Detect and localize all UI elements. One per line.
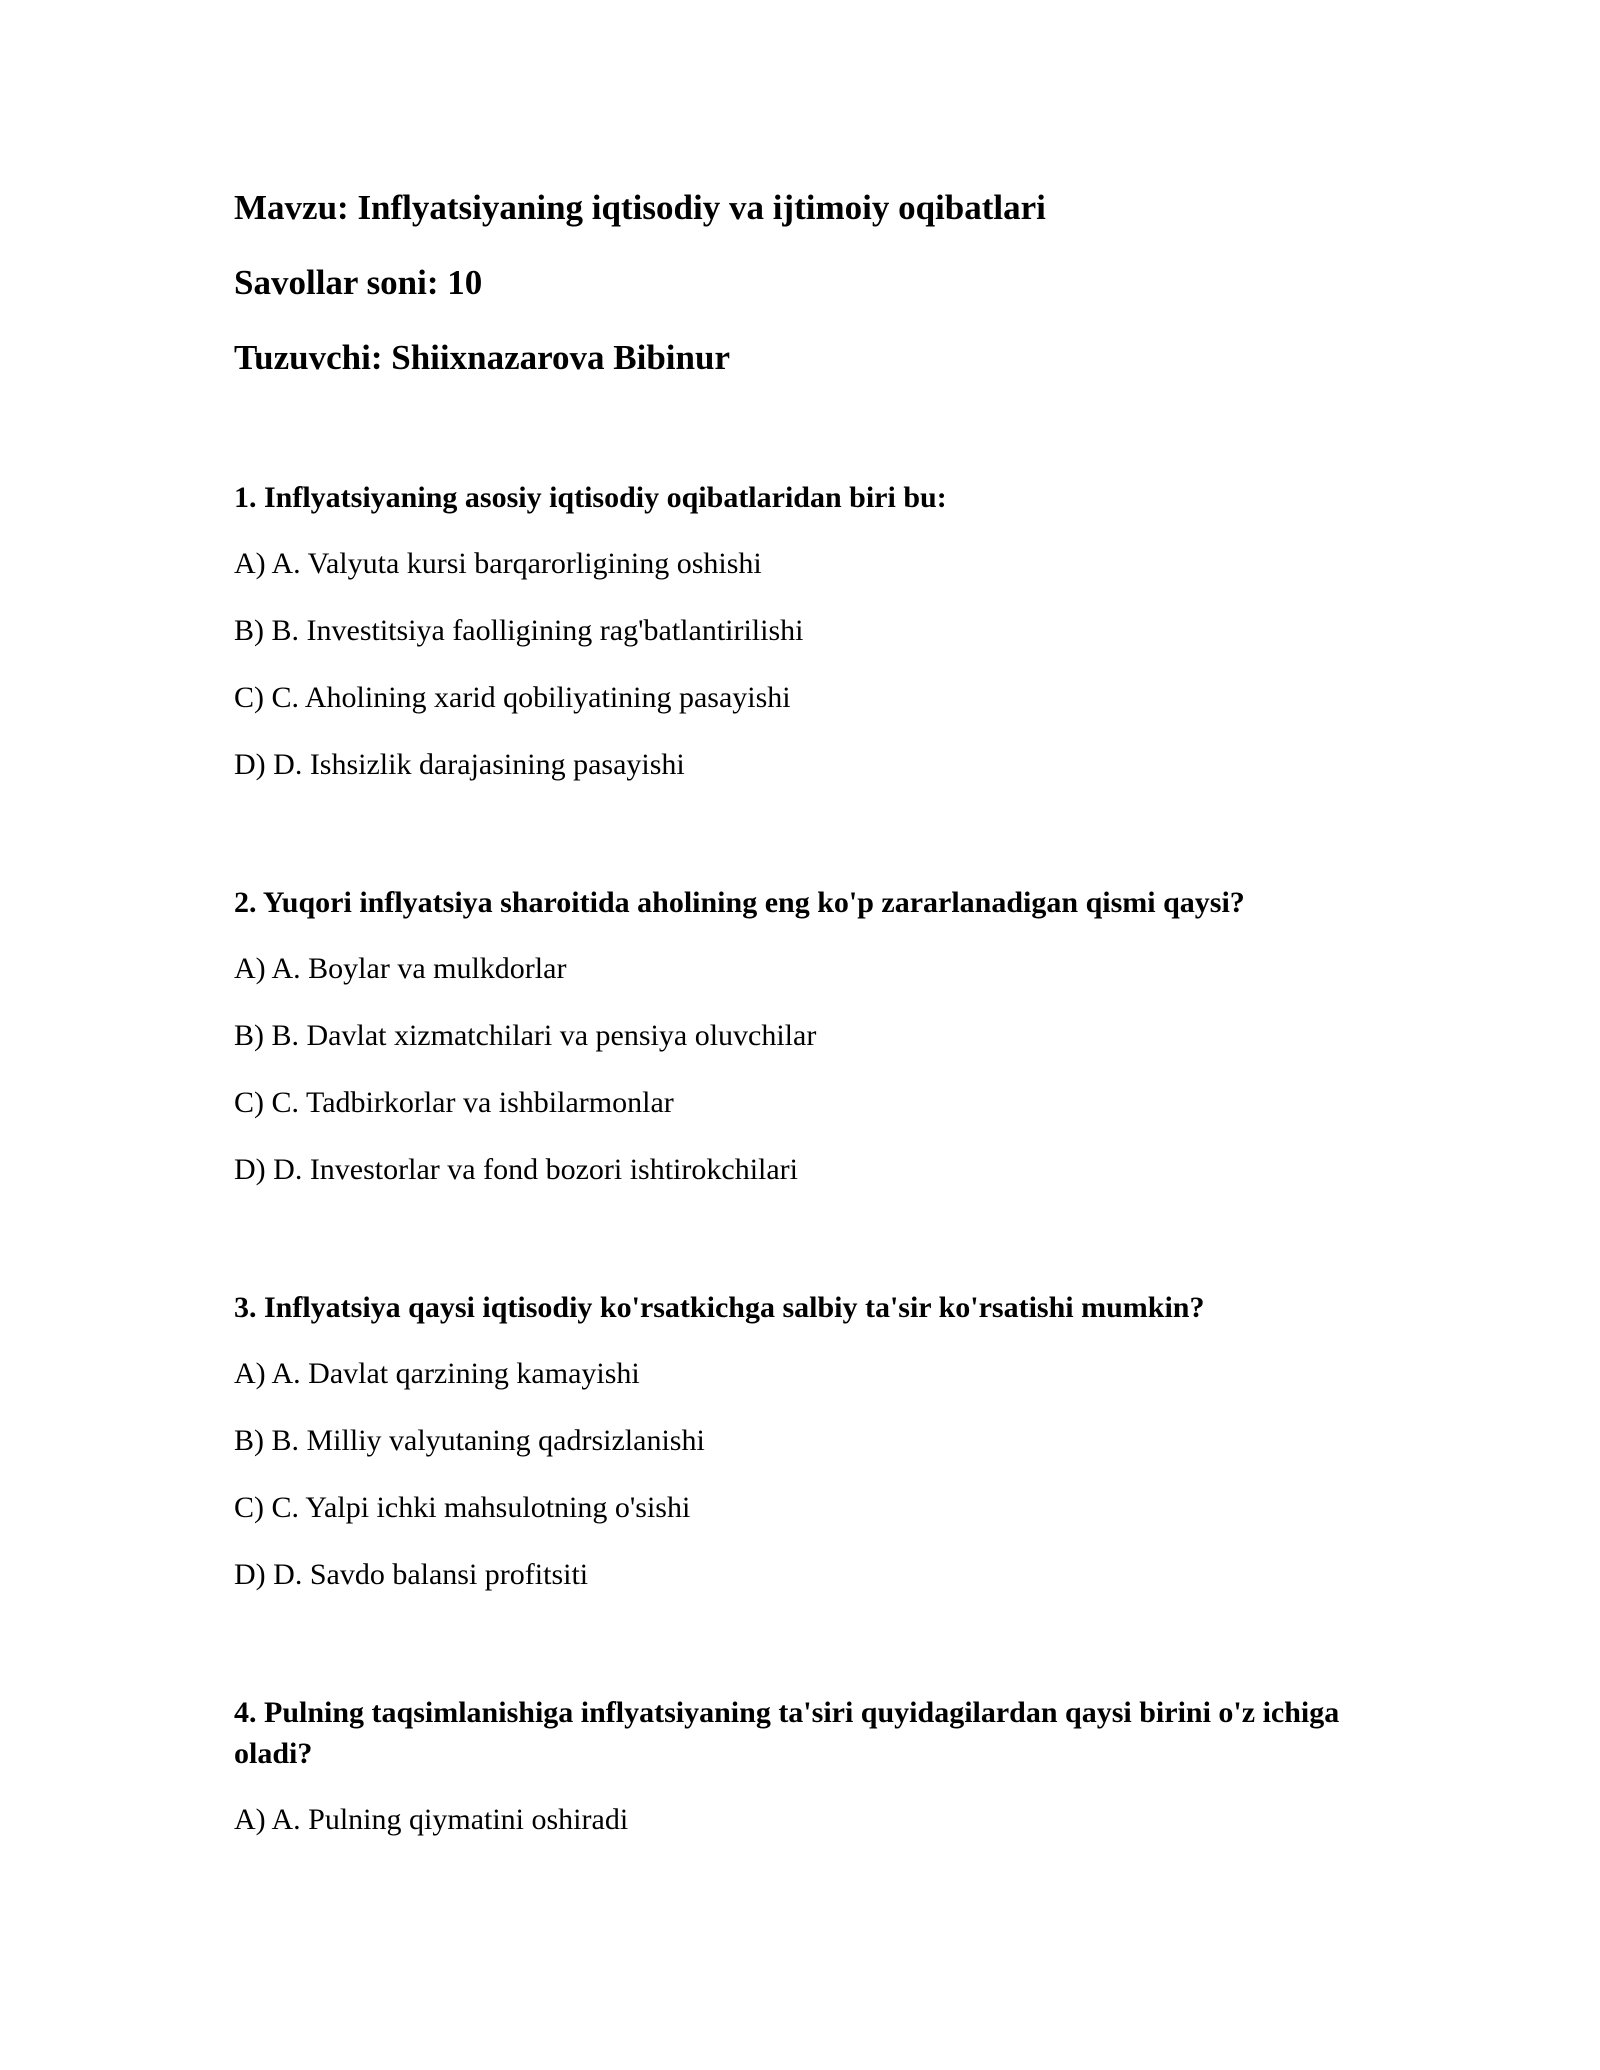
question-text: 1. Inflyatsiyaning asosiy iqtisodiy oqibatlaridan biri bu: — [234, 481, 947, 514]
answer-option: B) B. Milliy valyutaning qadrsizlanishi — [234, 1424, 705, 1457]
answer-option: B) B. Investitsiya faolligining rag'batlantirilishi — [234, 614, 804, 647]
answer-option: B) B. Davlat xizmatchilari va pensiya oluvchilar — [234, 1019, 817, 1052]
answer-option: C) C. Aholining xarid qobiliyatining pasayishi — [234, 681, 791, 714]
question-count: Savollar soni: 10 — [234, 263, 483, 302]
question-text: 3. Inflyatsiya qaysi iqtisodiy ko'rsatkichga salbiy ta'sir ko'rsatishi mumkin? — [234, 1291, 1205, 1324]
answer-option: A) A. Valyuta kursi barqarorligining oshishi — [234, 547, 762, 580]
answer-option: C) C. Yalpi ichki mahsulotning o'sishi — [234, 1491, 691, 1524]
author: Tuzuvchi: Shiixnazarova Bibinur — [234, 338, 730, 377]
answer-option: C) C. Tadbirkorlar va ishbilarmonlar — [234, 1086, 674, 1119]
answer-option: D) D. Investorlar va fond bozori ishtirokchilari — [234, 1153, 799, 1186]
answer-option: A) A. Boylar va mulkdorlar — [234, 952, 567, 985]
question-text: 2. Yuqori inflyatsiya sharoitida aholining eng ko'p zararlanadigan qismi qaysi? — [234, 886, 1245, 919]
answer-option: A) A. Pulning qiymatini oshiradi — [234, 1803, 629, 1836]
answer-option: D) D. Savdo balansi profitsiti — [234, 1558, 589, 1591]
question-text: 4. Pulning taqsimlanishiga inflyatsiyaning ta'siri quyidagilardan qaysi birini o'z ichiga oladi? — [234, 1696, 1340, 1770]
topic-heading: Mavzu: Inflyatsiyaning iqtisodiy va ijtimoiy oqibatlari — [234, 188, 1046, 227]
answer-option: D) D. Ishsizlik darajasining pasayishi — [234, 748, 685, 781]
answer-option: A) A. Davlat qarzining kamayishi — [234, 1357, 640, 1390]
